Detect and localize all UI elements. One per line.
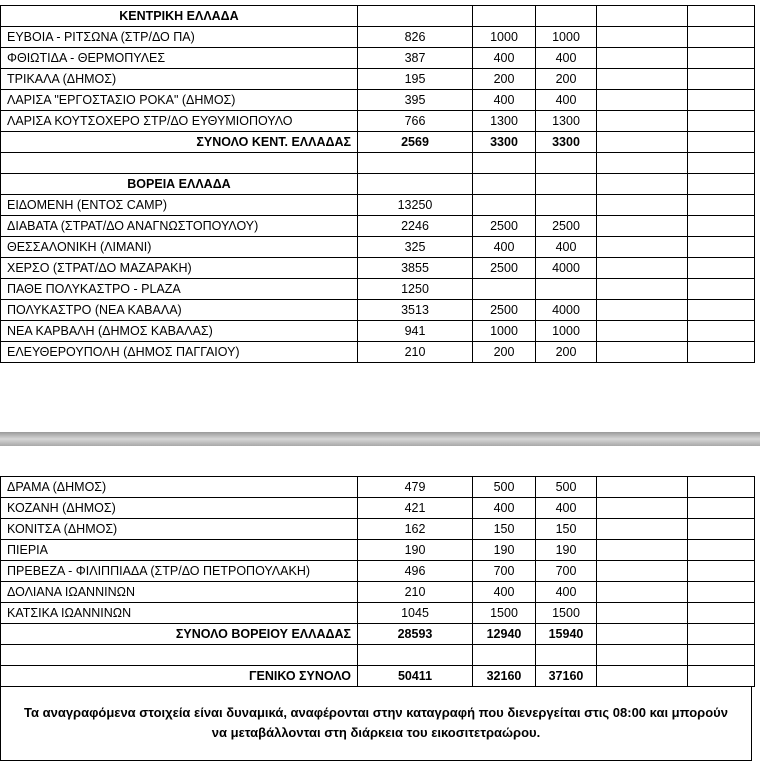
table-row [1,69,755,90]
capacity-max: 400 [536,90,597,111]
capacity-max: 1000 [536,27,597,48]
table-row [1,321,755,342]
empty-cell [597,90,688,111]
capacity-current: 2500 [473,258,536,279]
registered-count: 2569 [358,132,473,153]
empty-cell [597,321,688,342]
capacity-current: 3300 [473,132,536,153]
location-name: ΛΑΡΙΣΑ ΚΟΥΤΣΟΧΕΡΟ ΣΤΡ/ΔΟ ΕΥΘΥΜΙΟΠΟΥΛΟ [1,111,358,132]
registered-count: 387 [358,48,473,69]
capacity-current: 400 [473,582,536,603]
capacity-current: 400 [473,237,536,258]
location-name: ΝΕΑ ΚΑΡΒΑΛΗ (ΔΗΜΟΣ ΚΑΒΑΛΑΣ) [1,321,358,342]
capacity-current [473,6,536,27]
capacity-current [473,279,536,300]
capacity-max: 190 [536,540,597,561]
empty-cell [688,321,755,342]
capacity-current: 200 [473,342,536,363]
location-name: ΤΡΙΚΑΛΑ (ΔΗΜΟΣ) [1,69,358,90]
capacity-current: 1000 [473,27,536,48]
registered-count: 50411 [358,666,473,687]
empty-cell [597,279,688,300]
location-name: ΦΘΙΩΤΙΔΑ - ΘΕΡΜΟΠΥΛΕΣ [1,48,358,69]
registered-count: 1250 [358,279,473,300]
region-header-row [1,6,755,27]
empty-cell [597,645,688,666]
capacity-max: 200 [536,342,597,363]
disclaimer-note [0,687,752,761]
table-row [1,582,755,603]
note-line-1: Τα αναγραφόμενα στοιχεία είναι δυναμικά, αναφέρονται στην καταγραφή που διενεργείται στις 08:00 και μπορούν [24,705,728,720]
capacity-current [473,153,536,174]
registered-count: 190 [358,540,473,561]
empty-cell [688,477,755,498]
table-row [1,279,755,300]
capacity-max: 4000 [536,258,597,279]
location-name: ΓΕΝΙΚΟ ΣΥΝΟΛΟ [1,666,358,687]
empty-cell [688,237,755,258]
registered-count: 28593 [358,624,473,645]
capacity-max [536,174,597,195]
location-name: ΔΡΑΜΑ (ΔΗΜΟΣ) [1,477,358,498]
empty-cell [597,237,688,258]
page-break-separator [0,432,760,446]
empty-cell [688,279,755,300]
registered-count: 421 [358,498,473,519]
capacity-max: 200 [536,69,597,90]
capacity-max: 500 [536,477,597,498]
empty-cell [597,603,688,624]
empty-cell [688,132,755,153]
empty-cell [688,342,755,363]
region-header-row [1,174,755,195]
empty-cell [688,90,755,111]
empty-cell [1,645,358,666]
location-name: ΘΕΣΣΑΛΟΝΙΚΗ (ΛΙΜΑΝΙ) [1,237,358,258]
registered-count [358,174,473,195]
registered-count [358,153,473,174]
registered-count: 766 [358,111,473,132]
location-name: ΠΡΕΒΕΖΑ - ΦΙΛΙΠΠΙΑΔΑ (ΣΤΡ/ΔΟ ΠΕΤΡΟΠΟΥΛΑΚΗ) [1,561,358,582]
empty-cell [688,498,755,519]
empty-cell [597,624,688,645]
registered-count: 826 [358,27,473,48]
empty-cell [688,174,755,195]
location-name: ΠΟΛΥΚΑΣΤΡΟ (ΝΕΑ ΚΑΒΑΛΑ) [1,300,358,321]
capacity-current: 1300 [473,111,536,132]
empty-cell [597,342,688,363]
empty-cell [597,300,688,321]
empty-cell [597,258,688,279]
capacity-max: 150 [536,519,597,540]
table-row [1,342,755,363]
registered-count: 195 [358,69,473,90]
empty-cell [688,195,755,216]
empty-cell [597,498,688,519]
empty-cell [688,603,755,624]
shelter-table-page1 [0,5,755,363]
empty-row [1,645,755,666]
empty-cell [688,561,755,582]
registered-count: 2246 [358,216,473,237]
location-name: ΔΟΛΙΑΝΑ ΙΩΑΝΝΙΝΩΝ [1,582,358,603]
table-row [1,519,755,540]
capacity-current: 700 [473,561,536,582]
empty-cell [688,48,755,69]
registered-count: 162 [358,519,473,540]
table-row [1,48,755,69]
capacity-current: 2500 [473,216,536,237]
capacity-current: 500 [473,477,536,498]
registered-count: 13250 [358,195,473,216]
empty-cell [597,6,688,27]
region-header: ΚΕΝΤΡΙΚΗ ΕΛΛΑΔΑ [1,6,358,27]
capacity-max [536,153,597,174]
empty-cell [597,174,688,195]
registered-count: 1045 [358,603,473,624]
location-name: ΠΑΘΕ ΠΟΛΥΚΑΣΤΡΟ - PLAZA [1,279,358,300]
capacity-max: 400 [536,498,597,519]
total-row [1,666,755,687]
capacity-max: 37160 [536,666,597,687]
capacity-max [536,6,597,27]
registered-count: 496 [358,561,473,582]
table-row [1,603,755,624]
capacity-current: 190 [473,540,536,561]
table-row [1,111,755,132]
empty-cell [597,561,688,582]
capacity-current: 150 [473,519,536,540]
empty-cell [688,582,755,603]
empty-cell [1,153,358,174]
empty-cell [688,27,755,48]
capacity-current: 400 [473,90,536,111]
region-header: ΒΟΡΕΙΑ ΕΛΛΑΔΑ [1,174,358,195]
capacity-current: 400 [473,48,536,69]
capacity-max: 2500 [536,216,597,237]
empty-cell [597,48,688,69]
capacity-current: 32160 [473,666,536,687]
location-name: ΠΙΕΡΙΑ [1,540,358,561]
empty-cell [597,153,688,174]
empty-cell [688,6,755,27]
empty-cell [688,216,755,237]
capacity-current: 200 [473,69,536,90]
registered-count [358,645,473,666]
location-name: ΛΑΡΙΣΑ "ΕΡΓΟΣΤΑΣΙΟ ΡΟΚΑ" (ΔΗΜΟΣ) [1,90,358,111]
registered-count: 210 [358,342,473,363]
location-name: ΣΥΝΟΛΟ ΚΕΝΤ. ΕΛΛΑΔΑΣ [1,132,358,153]
location-name: ΚΟΝΙΤΣΑ (ΔΗΜΟΣ) [1,519,358,540]
location-name: ΧΕΡΣΟ (ΣΤΡΑΤ/ΔΟ ΜΑΖΑΡΑΚΗ) [1,258,358,279]
empty-cell [688,111,755,132]
capacity-max: 400 [536,237,597,258]
empty-cell [688,519,755,540]
location-name: ΕΛΕΥΘΕΡΟΥΠΟΛΗ (ΔΗΜΟΣ ΠΑΓΓΑΙΟΥ) [1,342,358,363]
shelter-table-page2 [0,476,755,687]
empty-cell [688,153,755,174]
registered-count [358,6,473,27]
note-line-2: να μεταβάλλονται στη διάρκεια του εικοσιτετραώρου. [211,725,541,740]
capacity-max: 700 [536,561,597,582]
empty-cell [688,540,755,561]
empty-cell [597,540,688,561]
registered-count: 3513 [358,300,473,321]
capacity-current: 1500 [473,603,536,624]
registered-count: 941 [358,321,473,342]
total-row [1,132,755,153]
capacity-max [536,195,597,216]
empty-cell [597,132,688,153]
registered-count: 325 [358,237,473,258]
location-name: ΚΑΤΣΙΚΑ ΙΩΑΝΝΙΝΩΝ [1,603,358,624]
empty-cell [597,216,688,237]
capacity-max: 3300 [536,132,597,153]
empty-row [1,153,755,174]
table-row [1,300,755,321]
registered-count: 479 [358,477,473,498]
empty-cell [597,111,688,132]
empty-cell [688,300,755,321]
empty-cell [597,195,688,216]
capacity-current [473,174,536,195]
table-row [1,90,755,111]
table-row [1,477,755,498]
table-row [1,561,755,582]
capacity-max: 400 [536,582,597,603]
registered-count: 210 [358,582,473,603]
empty-cell [597,69,688,90]
table-row [1,498,755,519]
capacity-max: 1000 [536,321,597,342]
empty-cell [688,624,755,645]
total-row [1,624,755,645]
table-row [1,540,755,561]
table-row [1,216,755,237]
empty-cell [597,666,688,687]
capacity-max [536,279,597,300]
capacity-max: 15940 [536,624,597,645]
registered-count: 395 [358,90,473,111]
capacity-max [536,645,597,666]
location-name: ΔΙΑΒΑΤΑ (ΣΤΡΑΤ/ΔΟ ΑΝΑΓΝΩΣΤΟΠΟΥΛΟΥ) [1,216,358,237]
capacity-current: 400 [473,498,536,519]
capacity-current: 12940 [473,624,536,645]
capacity-max: 400 [536,48,597,69]
capacity-current: 2500 [473,300,536,321]
table-row [1,195,755,216]
location-name: ΕΙΔΟΜΕΝΗ (ΕΝΤΟΣ CAMP) [1,195,358,216]
capacity-current [473,645,536,666]
empty-cell [597,477,688,498]
empty-cell [688,645,755,666]
empty-cell [688,258,755,279]
capacity-max: 1500 [536,603,597,624]
capacity-current: 1000 [473,321,536,342]
empty-cell [597,27,688,48]
registered-count: 3855 [358,258,473,279]
location-name: ΚΟΖΑΝΗ (ΔΗΜΟΣ) [1,498,358,519]
table-row [1,258,755,279]
capacity-max: 4000 [536,300,597,321]
capacity-max: 1300 [536,111,597,132]
empty-cell [688,69,755,90]
location-name: ΣΥΝΟΛΟ ΒΟΡΕΙΟΥ ΕΛΛΑΔΑΣ [1,624,358,645]
location-name: ΕΥΒΟΙΑ - ΡΙΤΣΩΝΑ (ΣΤΡ/ΔΟ ΠΑ) [1,27,358,48]
empty-cell [597,582,688,603]
table-row [1,27,755,48]
empty-cell [597,519,688,540]
capacity-current [473,195,536,216]
table-row [1,237,755,258]
empty-cell [688,666,755,687]
